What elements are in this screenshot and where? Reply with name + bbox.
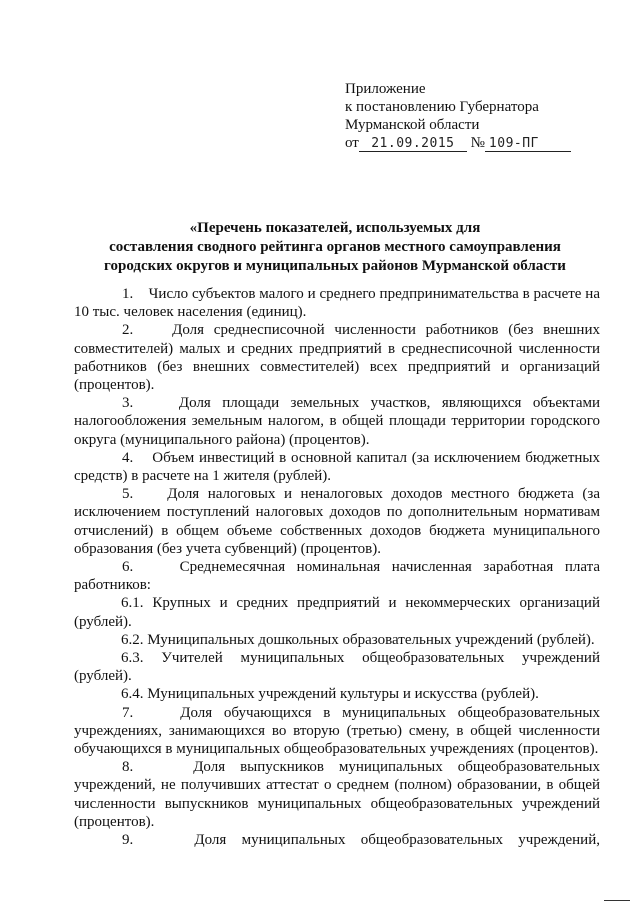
list-item-9: 9. Доля муниципальных общеобразовательных учреждений, xyxy=(122,832,600,849)
list-item-8: 8. Доля выпускников муниципальных общеобразовательных учреждений, не получивших аттестат о среднем (полном) образовании, в общей численности выпускников муниципальных общеобразовательных учреждений (процентов). xyxy=(74,759,600,830)
list-item-6-3: 6.3. Учителей муниципальных общеобразовательных учреждений (рублей). xyxy=(74,650,600,685)
page-edge-mark xyxy=(604,900,630,901)
list-item-2: 2. Доля среднесписочной численности работников (без внешних совместителей) малых и средних предприятий в среднесписочной численности работников (без внешних совместителей) всех предприятий и организаций (процентов). xyxy=(74,322,600,394)
list-item-6: 6. Среднемесячная номинальная начисленная заработная плата работников: xyxy=(74,559,600,594)
list-item-5: 5. Доля налоговых и неналоговых доходов местного бюджета (за исключением поступлений налоговых доходов по дополнительным нормативам отчислений) в общем объеме собственных доходов бюджета муниципального образования (без учета субвенций) (процентов). xyxy=(74,486,600,557)
title-line-3: городских округов и муниципальных районов Мурманской области xyxy=(104,258,566,274)
resolution-reference: к постановлению Губернатора xyxy=(345,99,539,115)
list-item-1: 1. Число субъектов малого и среднего предпринимательства в расчете на 10 тыс. человек населения (единиц). xyxy=(74,286,600,321)
number-label: № xyxy=(470,135,485,151)
region-name: Мурманской области xyxy=(345,117,480,133)
appendix-header xyxy=(345,80,605,152)
indicator-list xyxy=(74,285,600,849)
list-item-6-4: 6.4. Муниципальных учреждений культуры и искусства (рублей). xyxy=(121,686,539,703)
list-item-6-1: 6.1. Крупных и средних предприятий и некоммерческих организаций (рублей). xyxy=(74,595,600,630)
title-line-2: составления сводного рейтинга органов местного самоуправления xyxy=(109,239,561,255)
appendix-label: Приложение xyxy=(345,81,426,97)
title-line-1: «Перечень показателей, используемых для xyxy=(189,220,481,236)
date-number-row xyxy=(345,134,605,152)
resolution-number: 109-ПГ xyxy=(485,136,571,152)
list-item-6-2: 6.2. Муниципальных дошкольных образовательных учреждений (рублей). xyxy=(121,631,595,648)
list-item-4: 4. Объем инвестиций в основной капитал (за исключением бюджетных средств) в расчете на 1 жителя (рублей). xyxy=(74,449,600,485)
list-item-3: 3. Доля площади земельных участков, являющихся объектами налогообложения земельным налогом, в общей площади территории городского округа (муниципального района) (процентов). xyxy=(74,395,600,448)
list-item-7: 7. Доля обучающихся в муниципальных общеобразовательных учреждениях, занимающихся во вторую (третью) смену, в общей численности обучающихся в муниципальных общеобразовательных учреждениях (процентов). xyxy=(74,704,600,758)
from-label: от xyxy=(345,135,359,151)
document-title xyxy=(70,219,600,276)
resolution-date: 21.09.2015 xyxy=(359,136,467,152)
